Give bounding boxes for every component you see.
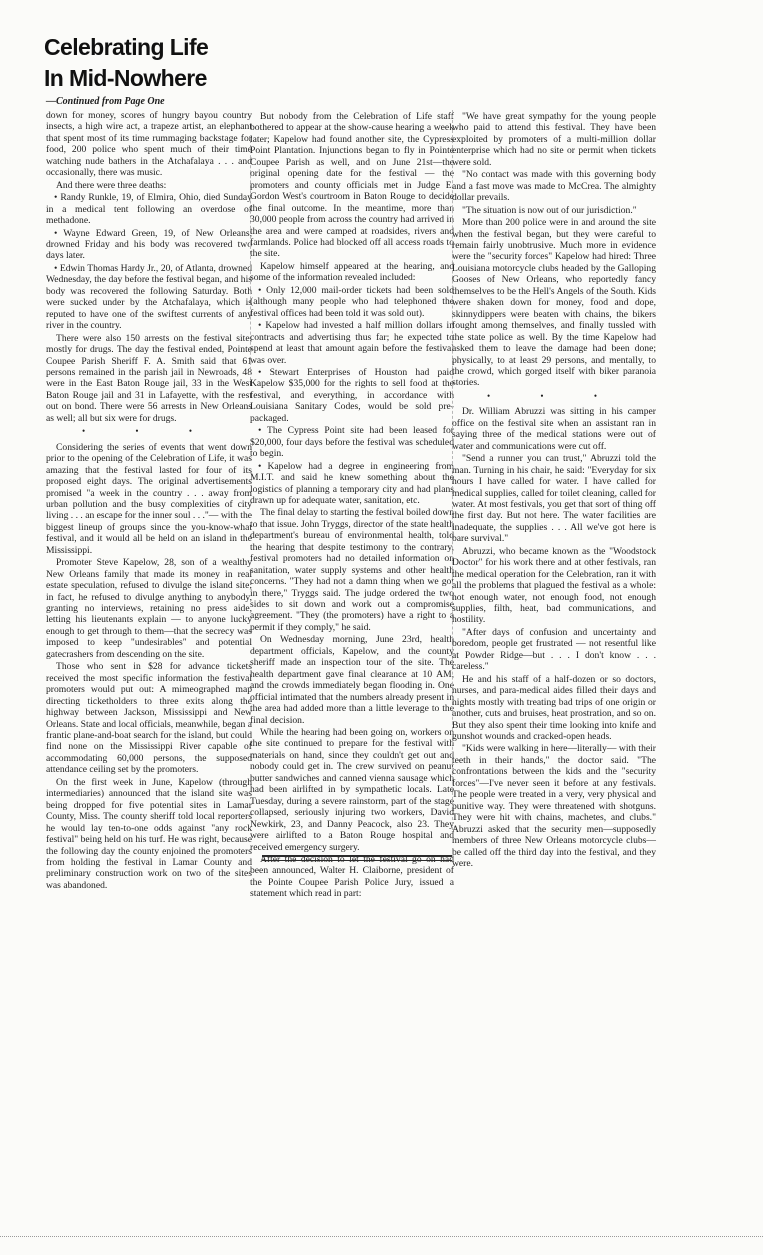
article-paragraph: Promoter Steve Kapelow, 28, son of a wealthy New Orleans family that made its money in real estate speculation, refused to divulge the island site; in fact, he refused to divulge anything to anybody, granting no interviews, retaining no press aide, letting his lieutenants explain — to anyone lucky enough to get through to them—that the secrecy was imposed to keep "undesirables" and potential gatecrashers from descending on the site.: [46, 557, 252, 660]
article-paragraph: "Send a runner you can trust," Abruzzi told the man. Turning in his chair, he said: "Everyday for six hours I have called for water. I have called for medical supplies, called for toilet cleaning, called for water. At most festivals, you get that sort of thing off the first day. But not here. The water facilities are inadequate, the supplies . . . All we've got here is bare survival.": [452, 453, 656, 545]
article-paragraph: And there were three deaths:: [56, 179, 167, 191]
article-paragraph: • Kapelow had a degree in engineering from M.I.T. and said he knew something about the logistics of planning a temporary city and had plans drawn up for adequate water, sanitation, etc.: [250, 460, 454, 506]
article-paragraph: Considering the series of events that went down prior to the opening of the Celebration of Life, it was amazing that the festival lasted for four of its proposed eight days. The original advertisements promised "a week in the country . . . away from urban pollution and the busy complexities of city living . . . an escape for the inner soul . . ."— with the biggest lineup of groups since the you-know-what festival, and it would all be held on an island in the Mississippi.: [46, 441, 252, 556]
article-column-1: [46, 110, 252, 1090]
article-column-3: [452, 111, 656, 869]
headline-line-1: Celebrating Life: [44, 34, 209, 60]
article-column-2: [250, 111, 454, 900]
article-headline: [44, 32, 254, 94]
article-paragraph: On the first week in June, Kapelow (through intermediaries) announced that the island site was being dropped for five potential sites in Lamar County, Miss. The county sheriff told local reporters he would lay ten-to-one odds against "any rock festival" being held on his turf. He was right, because the following day the county enjoined the promoters from holding the festival in Lamar County and preliminary construction work on two of the sites was abandoned.: [46, 776, 252, 891]
article-paragraph: There were also 150 arrests on the festival site, mostly for drugs. The day the festival ended, Pointe Coupee Parish Sheriff F. A. Smith said that 61 persons remained in the parish jail in Newroads, 48 were in the East Baton Rouge jail, 33 in the West Baton Rouge jail and 31 in Lafayette, with the rest out on bond. There were 56 arrests in New Orleans as well; all but six were for drugs.: [46, 332, 252, 424]
article-paragraph: But nobody from the Celebration of Life staff bothered to appear at the show-cause hearing a week later; Kapelow had found another site, the Cypress Point Plantation. Injunctions began to fly in Pointe Coupee Parish as well, and on June 21st—the original opening date for the festival — the promoters and county officials met in Judge E. Gordon West's courtroom in Baton Rouge to decide the final outcome. In the meantime, more than 30,000 people from across the country had arrived in the area and were camped at roadsides, rivers and farmlands. Police had blocked off all access roads to the site.: [250, 111, 454, 260]
article-paragraph: On Wednesday morning, June 23rd, health department officials, Kapelow, and the county sheriff made an inspection tour of the site. The health department gave final clearance at 10 AM, and the crowds immediately began flooding in. One official intimated that the numbers already present in the area had added more than a little leverage to the final decision.: [250, 634, 454, 726]
article-paragraph: down for money, scores of hungry bayou country insects, a high wire act, a trapeze artist, an elephant that spent most of its time rummaging backstage for food, 200 police who spent much of their time watching nude bathers in the Atchafalaya . . . and occasionally, there was music.: [46, 110, 252, 179]
article-paragraph: Kapelow himself appeared at the hearing, and some of the information revealed included:: [250, 260, 454, 284]
article-paragraph: "Kids were walking in here—literally— with their teeth in their hands," the doctor said. "The confrontations between the kids and the "security forces"—I've never seen it before at any festivals. The people were treated in a very, very physical and punitive way. They were threatened with shotguns. They were hit with chains, machetes, and clubs." Abruzzi asked that the security men—supposedly members of three New Orleans motorcycle clubs— be called off the third day into the festival, and they were.: [452, 743, 656, 869]
article-paragraph: He and his staff of a half-dozen or so doctors, nurses, and para-medical aides filled their days and nights mostly with treating bad trips of one origin or another, cuts and bruises, heat prostration, and so on. But they also spent their time looking into knife and gunshot wounds and cracked-open heads.: [452, 673, 656, 743]
article-paragraph: • The Cypress Point site had been leased for $20,000, four days before the festival was scheduled to begin.: [250, 425, 454, 460]
section-break: • • •: [487, 390, 621, 401]
article-paragraph: • Randy Runkle, 19, of Elmira, Ohio, died Sunday in a medical tent following an overdose of methadone.: [46, 192, 252, 227]
article-paragraph: Dr. William Abruzzi was sitting in his camper office on the festival site when an assistant ran in saying three of the medical stations were out of water and communications were cut off.: [452, 406, 656, 452]
article-paragraph: Abruzzi, who became known as the "Woodstock Doctor" for his work there and at other festivals, ran the medical operation for the Celebration, ran it with all the problems that plagued the festival as a whole: not enough water, not enough food, not enough supplies, filth, heat, bad communications, and hostility.: [452, 545, 656, 626]
article-paragraph: Those who sent in $28 for advance tickets received the most specific information the festival promoters would put out: A mimeographed map directing ticketholders to three exits along the highway between Jackson, Mississippi and New Orleans. State and local officials, meanwhile, began a frantic plane-and-boat search for the island, but could find none on the Mississippi River capable of accommodating 60,000 persons, the supposed attendance ceiling set by the promoters.: [46, 661, 253, 776]
article-paragraph: "The situation is now out of our jurisdiction.": [462, 204, 637, 216]
scan-edge-line: [0, 1236, 763, 1237]
article-paragraph: "We have great sympathy for the young people who paid to attend this festival. They have been exploited by promoters of a multi-million dollar enterprise which had no site or permit when tickets were sold.: [452, 111, 656, 168]
section-break: • • •: [82, 426, 216, 437]
article-paragraph: "After days of confusion and uncertainty and boredom, people get frustrated — not resentful like at Powder Ridge—but . . . I don't know . . . careless.": [452, 626, 656, 673]
article-paragraph: • Wayne Edward Green, 19, of New Orleans, drowned Friday and his body was recovered two days later.: [46, 227, 252, 262]
continued-notice: —Continued from Page One: [46, 96, 165, 107]
headline-line-2: In Mid-Nowhere: [44, 65, 207, 91]
article-paragraph: • Stewart Enterprises of Houston had paid Kapelow $35,000 for the rights to sell food at the festival, and everything, in accordance with Louisiana Sanitary Codes, would be sold pre-packaged.: [250, 366, 454, 424]
article-paragraph: • Edwin Thomas Hardy Jr., 20, of Atlanta, drowned Wednesday, the day before the festival began, and his body was recovered the following Saturday. Both were sucked under by the Atchafalaya, which is reputed to have one of the swiftest currents of any river in the country.: [46, 262, 252, 332]
article-end-rule: [262, 855, 452, 861]
article-paragraph: More than 200 police were in and around the site when the festival began, but they were careful to remain fairly unobtrusive. Much more in evidence were the "security forces" Kapelow had hired: Three Louisiana motorcycle clubs headed by the Galloping Gooses of New Orleans, who reportedly fancy themselves to be the Hell's Angels of the South. Kids were shaken down for money, food and dope, skinnydippers were beaten with chains, the bikers fought among themselves, and finally tussled with the state police as well. By the time Kapelow had asked them to leave the damage had been done; physically, to at least 29 persons, and mentally, to the crowd, which gorged itself with biker paranoia stories.: [452, 217, 656, 389]
article-paragraph: The final delay to starting the festival boiled down to that issue. John Tryggs, director of the state health department's bureau of environmental health, told the hearing that despite testimony to the contrary, festival promoters had no detailed information on sanitation, water supply systems and other health concerns. "They had not a damn thing when we got in there," Tryggs said. The judge ordered the two sides to sit down and work out a compromise agreement. "They (the promoters) have a right to a permit if they comply," he said.: [250, 507, 454, 633]
article-paragraph: • Kapelow had invested a half million dollars in contracts and advertising thus far; he expected to spend at least that amount again before the festival was over.: [250, 320, 454, 366]
article-paragraph: While the hearing had been going on, workers on the site continued to prepare for the festival with materials on hand, since they couldn't get out and nobody could get in. The crew survived on peanut butter sandwiches and canned vienna sausage which had been airlifted in by sympathetic locals. Late Tuesday, during a severe rainstorm, part of the stage collapsed, seriously injuring two workers, David Newkirk, 23, and Danny Peacock, also 23. They were airlifted to a Baton Rouge hospital and received emergency surgery.: [250, 727, 454, 853]
article-paragraph: After the decision to let the festival go on had been announced, Walter H. Claiborne, president of the Pointe Coupee Parish Police Jury, issued a statement which read in part:: [250, 854, 454, 900]
article-paragraph: • Only 12,000 mail-order tickets had been sold (although many people who had telephoned the festival offices had been told it was sold out).: [250, 284, 454, 319]
article-paragraph: "No contact was made with this governing body and a fast move was made to McCrea. The almighty dollar prevails.: [452, 169, 656, 204]
